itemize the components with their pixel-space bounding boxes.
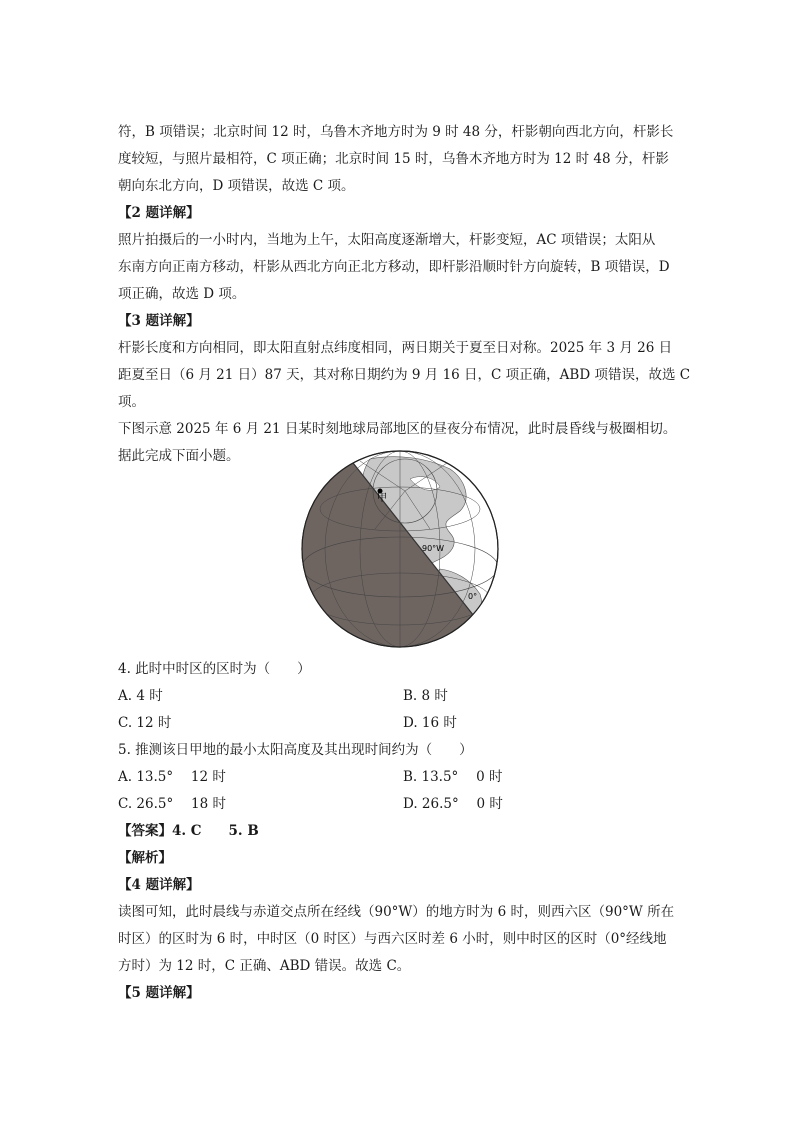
q4-option-a: A. 4 时 <box>118 688 163 704</box>
text-line: 时区）的区时为 6 时，中时区（0 时区）与西六区时差 6 小时，则中时区的区时（0°经线地 <box>118 931 667 947</box>
q4-option-c: C. 12 时 <box>118 715 172 731</box>
section-heading: 【3 题详解】 <box>118 313 200 329</box>
section-heading: 【5 题详解】 <box>118 985 200 1001</box>
q4-option-b: B. 8 时 <box>403 688 448 704</box>
q5-option-a: A. 13.5° 12 时 <box>118 769 226 785</box>
text-line: 东南方向正南方移动，杆影从西北方向正北方移动，即杆影沿顺时针方向旋转，B 项错误，D <box>118 259 670 275</box>
text-line: 符，B 项错误；北京时间 12 时，乌鲁木齐地方时为 9 时 48 分，杆影朝向西北方向，杆影长 <box>118 124 674 140</box>
text-line: 度较短，与照片最相符，C 项正确；北京时间 15 时，乌鲁木齐地方时为 12 时 48 分，杆影 <box>118 151 669 167</box>
text-line: 项正确，故选 D 项。 <box>118 286 246 302</box>
q4-option-d: D. 16 时 <box>403 715 457 731</box>
text-line: 照片拍摄后的一小时内，当地为上午，太阳高度逐渐增大，杆影变短，AC 项错误；太阳从 <box>118 232 656 248</box>
q5-option-d: D. 26.5° 0 时 <box>403 796 503 812</box>
question-5-stem: 5. 推测该日甲地的最小太阳高度及其出现时间约为（ ） <box>118 742 473 758</box>
text-line: 距夏至日（6 月 21 日）87 天，其对称日期约为 9 月 16 日，C 项正确，ABD 项错误，故选 C <box>118 367 691 383</box>
text-line: 杆影长度和方向相同，即太阳直射点纬度相同，两日期关于夏至日对称。2025 年 3 月 26 日 <box>118 340 673 356</box>
section-heading: 【4 题详解】 <box>118 877 200 893</box>
text-line: 据此完成下面小题。 <box>118 448 240 464</box>
globe-illustration <box>300 449 500 649</box>
text-line: 项。 <box>118 394 145 410</box>
q5-option-b: B. 13.5° 0 时 <box>403 769 503 785</box>
q5-option-c: C. 26.5° 18 时 <box>118 796 226 812</box>
text-line: 方时）为 12 时，C 正确、ABD 错误。故选 C。 <box>118 958 411 974</box>
label-90w: 90°W <box>422 544 445 553</box>
text-line: 读图可知，此时晨线与赤道交点所在经线（90°W）的地方时为 6 时，则西六区（90°W 所在 <box>118 904 675 920</box>
question-4-stem: 4. 此时中时区的区时为（ ） <box>118 661 311 677</box>
answer-line: 【答案】4. C 5. B <box>118 823 259 839</box>
text-line: 下图示意 2025 年 6 月 21 日某时刻地球局部地区的昼夜分布情况，此时晨昏线与极圈相切。 <box>118 421 677 437</box>
text-line: 朝向东北方向，D 项错误，故选 C 项。 <box>118 178 355 194</box>
label-jia: 甲 <box>377 493 387 504</box>
label-0-deg: 0° <box>468 592 478 601</box>
globe-figure <box>300 449 500 649</box>
analysis-heading: 【解析】 <box>118 850 172 866</box>
section-heading: 【2 题详解】 <box>118 205 200 221</box>
